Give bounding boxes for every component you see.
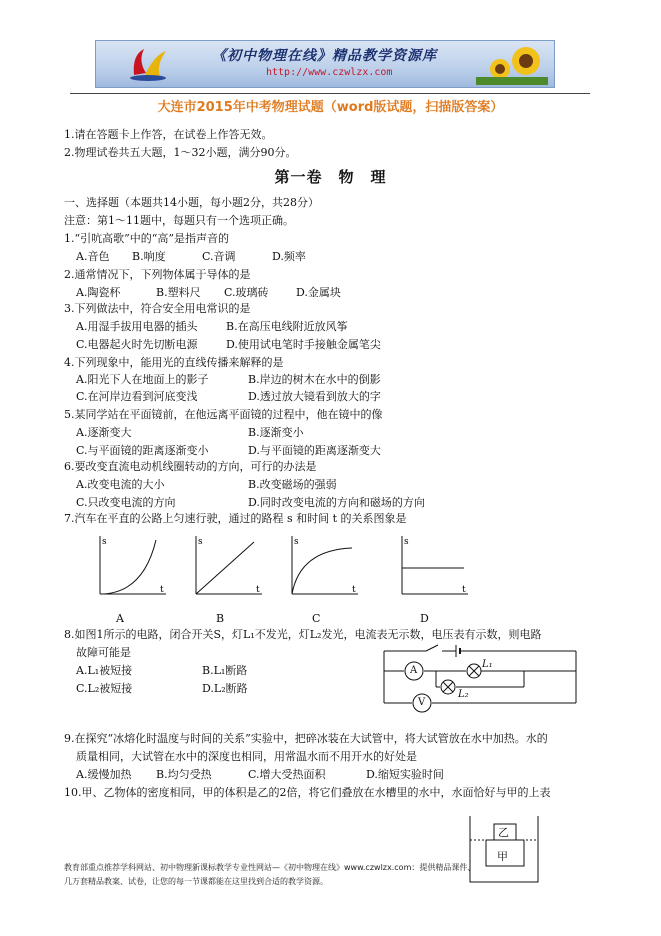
q1-option-a: A.音色 <box>76 250 110 263</box>
graph-d <box>390 532 470 602</box>
q8-option-b: B.L₁断路 <box>202 664 248 677</box>
series-line <box>100 540 156 594</box>
q6-option-b: B.改变磁场的强弱 <box>248 478 337 491</box>
part-note: 注意：第1～11题中，每题只有一个选项正确。 <box>64 214 294 227</box>
q9-option-a: A.缓慢加热 <box>76 768 132 781</box>
q6-option-c: C.只改变电流的方向 <box>76 496 176 509</box>
q5-option-b: B.逐渐变小 <box>248 426 304 439</box>
q6-option-a: A.改变电流的大小 <box>76 478 165 491</box>
q8-option-a: A.L₁被短接 <box>76 664 133 677</box>
x-axis-label: t <box>160 585 164 595</box>
sunflower-icon <box>476 43 548 85</box>
q3-option-b: B.在高压电线附近放风筝 <box>226 320 348 333</box>
q4-option-c: C.在河岸边看到河底变浅 <box>76 390 198 403</box>
y-axis-label: s <box>404 537 409 547</box>
graph-c <box>280 532 360 602</box>
q4-option-b: B.岸边的树木在水中的倒影 <box>248 373 381 386</box>
q2-option-d: D.金属块 <box>296 286 341 299</box>
q9-option-b: B.均匀受热 <box>156 768 212 781</box>
graph-d-caption: D <box>420 612 429 625</box>
q9-stem-line2: 质量相同，大试管在水中的深度也相同，用常温水而不用开水的好处是 <box>76 750 417 763</box>
x-axis-label: t <box>352 585 356 595</box>
graph-b-caption: B <box>216 612 225 625</box>
y-axis-label: s <box>294 537 299 547</box>
q3-option-d: D.使用试电笔时手接触金属笔尖 <box>226 338 381 351</box>
q3-option-a: A.用湿手拔用电器的插头 <box>76 320 198 333</box>
q9-option-d: D.缩短实验时间 <box>366 768 444 781</box>
q1-option-c: C.音调 <box>202 250 236 263</box>
q7-stem: 7.汽车在平直的公路上匀速行驶，通过的路程 s 和时间 t 的关系图象是 <box>64 512 407 525</box>
footer-line-1: 教育部重点推荐学科网站、初中物理新课标教学专业性网站—《初中物理在线》www.czwlzx.com：提供精品课件、 <box>64 863 476 872</box>
voltmeter-label: V <box>418 697 426 708</box>
q9-stem-line1: 9.在探究“冰熔化时温度与时间的关系”实验中，把碎冰装在大试管中，将大试管放在水中加热。水的 <box>64 732 548 745</box>
q5-option-a: A.逐渐变大 <box>76 426 132 439</box>
series-line <box>292 548 352 594</box>
logo-icon <box>126 45 170 83</box>
header-banner <box>95 40 555 88</box>
y-axis-label: s <box>102 537 107 547</box>
part-heading: 一、选择题（本题共14小题，每小题2分，共28分） <box>64 196 319 209</box>
q6-option-d: D.同时改变电流的方向和磁场的方向 <box>248 496 425 509</box>
graph-b <box>184 532 264 602</box>
header-rule <box>70 93 590 94</box>
q8-option-d: D.L₂断路 <box>202 682 248 695</box>
q2-stem: 2.通常情况下，下列物体属于导体的是 <box>64 268 251 281</box>
q2-option-b: B.塑料尺 <box>156 286 201 299</box>
footer-line-2: 几万套精品教案、试卷，让您的每一节课都能在这里找到合适的教学资源。 <box>64 877 328 886</box>
q9-option-c: C.增大受热面积 <box>248 768 326 781</box>
q5-option-c: C.与平面镜的距离逐渐变小 <box>76 444 209 457</box>
q5-option-d: D.与平面镜的距离逐渐变大 <box>248 444 381 457</box>
q2-option-c: C.玻璃砖 <box>224 286 269 299</box>
circuit-diagram <box>376 643 586 715</box>
q3-option-c: C.电器起火时先切断电源 <box>76 338 198 351</box>
graph-a-caption: A <box>116 612 124 625</box>
q1-option-b: B.响度 <box>132 250 166 263</box>
q3-stem: 3.下列做法中，符合安全用电常识的是 <box>64 302 251 315</box>
y-axis-label: s <box>198 537 203 547</box>
object-yi-label: 乙 <box>498 826 509 839</box>
q4-option-d: D.透过放大镜看到放大的字 <box>248 390 381 403</box>
q8-stem-line2: 故障可能是 <box>76 646 131 659</box>
page-title: 大连市2015年中考物理试题（word版试题，扫描版答案） <box>157 100 504 115</box>
lamp-l2-label: L₂ <box>458 689 469 700</box>
lamp-l1-label: L₁ <box>482 659 493 670</box>
q10-stem: 10.甲、乙物体的密度相同，甲的体积是乙的2倍，将它们叠放在水槽里的水中，水面恰好与甲的上表 <box>64 786 551 799</box>
q5-stem: 5.某同学站在平面镜前，在他远离平面镜的过程中，他在镜中的像 <box>64 408 383 421</box>
q4-stem: 4.下列现象中，能用光的直线传播来解释的是 <box>64 356 284 369</box>
q8-option-c: C.L₂被短接 <box>76 682 133 695</box>
object-jia-label: 甲 <box>497 850 508 863</box>
ammeter-label: A <box>410 665 418 676</box>
series-line <box>196 542 254 594</box>
footer-text <box>64 861 475 889</box>
q1-option-d: D.频率 <box>272 250 306 263</box>
q1-stem: 1.“引吭高歌”中的“高”是指声音的 <box>64 232 229 245</box>
q2-option-a: A.陶瓷杯 <box>76 286 121 299</box>
banner-url[interactable]: http://www.czwlzx.com <box>266 67 393 78</box>
note-2: 2.物理试卷共五大题，1～32小题，满分90分。 <box>64 146 297 159</box>
x-axis-label: t <box>462 585 466 595</box>
note-1: 1.请在答题卡上作答，在试卷上作答无效。 <box>64 128 273 141</box>
q8-stem-line1: 8.如图1所示的电路，闭合开关S，灯L₁不发光，灯L₂发光，电流表无示数，电压表有示数，则电路 <box>64 628 542 641</box>
section-title: 第一卷 物 理 <box>274 168 387 186</box>
graph-c-caption: C <box>312 612 321 625</box>
banner-brand: 《初中物理在线》精品教学资源库 <box>212 48 437 64</box>
x-axis-label: t <box>256 585 260 595</box>
q6-stem: 6.要改变直流电动机线圈转动的方向，可行的办法是 <box>64 460 317 473</box>
q4-option-a: A.阳光下人在地面上的影子 <box>76 373 209 386</box>
graph-a <box>88 532 168 602</box>
